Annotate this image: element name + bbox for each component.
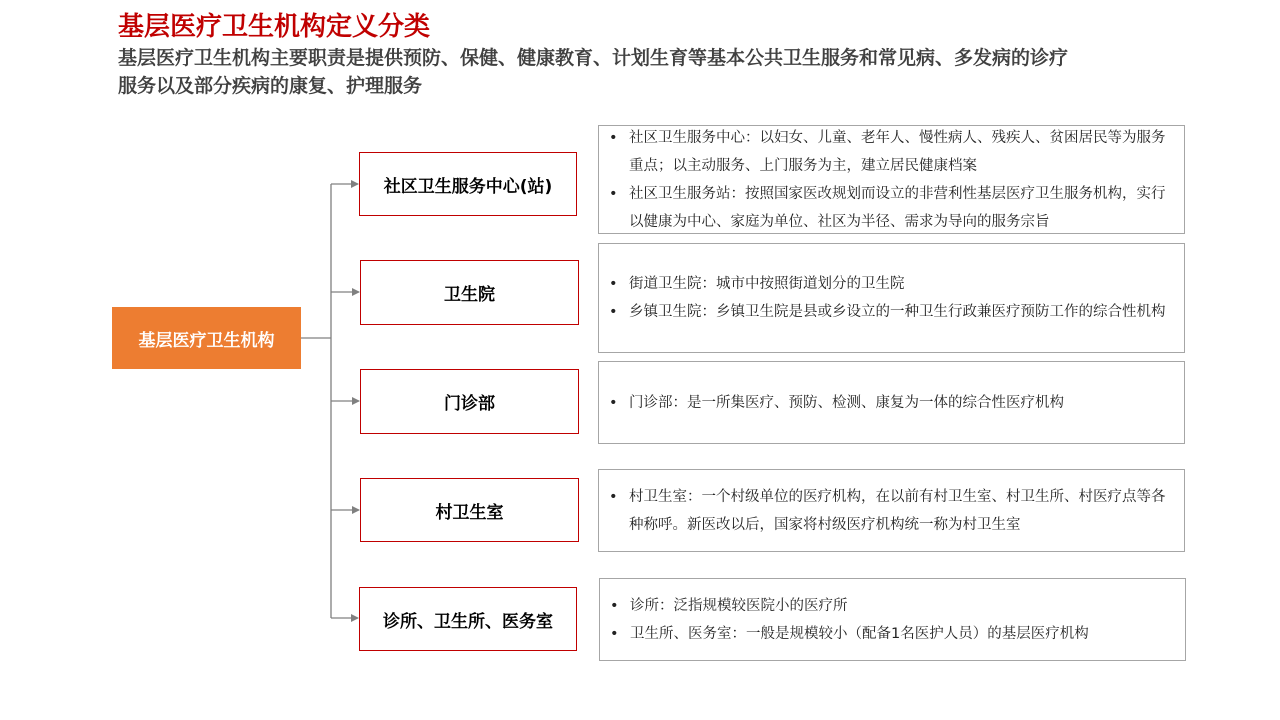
category-node-health-center: 卫生院 bbox=[360, 260, 579, 325]
description-box-clinic bbox=[599, 578, 1186, 661]
description-bullet: • 门诊部：是一所集医疗、预防、检测、康复为一体的综合性医疗机构 bbox=[607, 389, 1176, 417]
description-box-community-center bbox=[598, 125, 1185, 234]
root-node: 基层医疗卫生机构 bbox=[112, 307, 301, 369]
description-bullet: • 卫生所、医务室：一般是规模较小（配备1名医护人员）的基层医疗机构 bbox=[608, 620, 1177, 648]
category-node-clinic: 诊所、卫生所、医务室 bbox=[359, 587, 577, 651]
category-node-community-center: 社区卫生服务中心(站) bbox=[359, 152, 577, 216]
description-bullet: • 街道卫生院：城市中按照街道划分的卫生院 bbox=[607, 270, 1176, 298]
description-box-outpatient bbox=[598, 361, 1185, 444]
description-bullet: • 乡镇卫生院：乡镇卫生院是县或乡设立的一种卫生行政兼医疗预防工作的综合性机构 bbox=[607, 298, 1176, 326]
description-bullet: • 社区卫生服务站：按照国家医改规划而设立的非营利性基层医疗卫生服务机构，实行以健康为中心、家庭为单位、社区为半径、需求为导向的服务宗旨 bbox=[607, 180, 1176, 235]
description-box-health-center bbox=[598, 243, 1185, 353]
category-node-outpatient: 门诊部 bbox=[360, 369, 579, 434]
page-subtitle: 基层医疗卫生机构主要职责是提供预防、保健、健康教育、计划生育等基本公共卫生服务和常见病、多发病的诊疗服务以及部分疾病的康复、护理服务 bbox=[118, 47, 1069, 97]
description-bullet: • 诊所：泛指规模较医院小的医疗所 bbox=[608, 592, 1177, 620]
category-node-village-clinic: 村卫生室 bbox=[360, 478, 579, 542]
page-title: 基层医疗卫生机构定义分类 bbox=[118, 12, 431, 42]
description-bullet: • 社区卫生服务中心：以妇女、儿童、老年人、慢性病人、残疾人、贫困居民等为服务重点；以主动服务、上门服务为主，建立居民健康档案 bbox=[607, 125, 1176, 180]
description-bullet: • 村卫生室：一个村级单位的医疗机构，在以前有村卫生室、村卫生所、村医疗点等各种称呼。新医改以后，国家将村级医疗机构统一称为村卫生室 bbox=[607, 483, 1176, 539]
description-box-village-clinic bbox=[598, 469, 1185, 552]
